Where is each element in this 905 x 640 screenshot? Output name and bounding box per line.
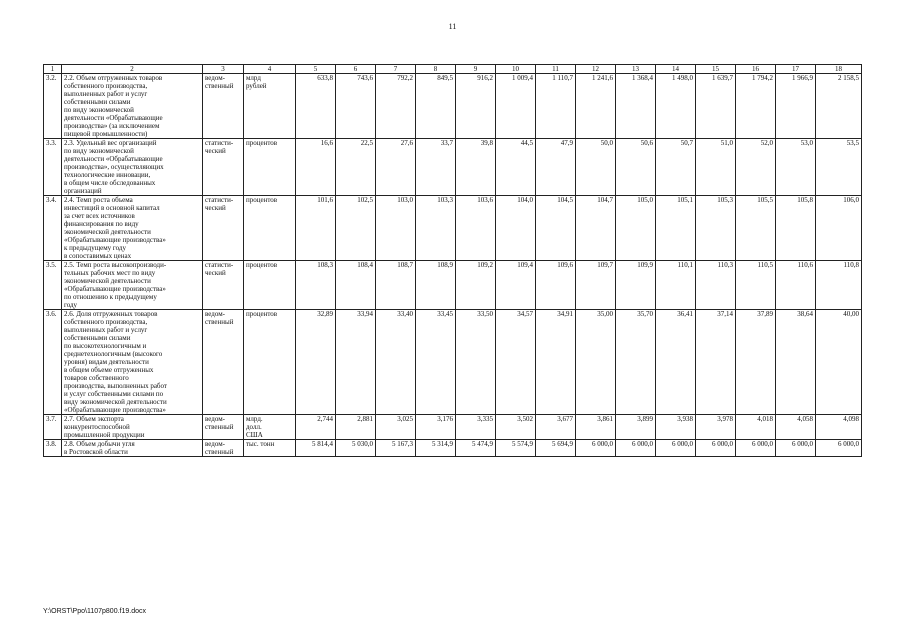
indicator-cell-line: конкурентоспособной xyxy=(64,423,130,431)
value-cell: 50,7 xyxy=(656,139,696,196)
value-cell: 2,881 xyxy=(336,415,376,440)
value-cell: 5 474,9 xyxy=(456,440,496,457)
indicator-cell-line: экономической деятельности xyxy=(64,277,151,285)
source-cell-line: ческий xyxy=(205,147,226,155)
table-row xyxy=(44,440,862,457)
source-cell-line: ческий xyxy=(205,269,226,277)
value-cell: 5 030,0 xyxy=(336,440,376,457)
source-cell xyxy=(203,261,244,310)
unit-cell xyxy=(244,310,296,415)
value-cell: 110,8 xyxy=(816,261,862,310)
value-cell: 6 000,0 xyxy=(696,440,736,457)
unit-cell-line: млрд xyxy=(246,74,261,82)
unit-cell-line: рублей xyxy=(246,82,267,90)
indicator-cell-line: экономической деятельности xyxy=(64,228,151,236)
value-cell: 6 000,0 xyxy=(816,440,862,457)
value-cell: 40,00 xyxy=(816,310,862,415)
value-cell: 37,89 xyxy=(736,310,776,415)
value-cell: 104,0 xyxy=(496,196,536,261)
indicator-cell-line: деятельности «Обрабатывающие xyxy=(64,155,163,163)
value-cell: 6 000,0 xyxy=(616,440,656,457)
source-cell-line: статисти- xyxy=(205,261,234,269)
value-cell: 1 966,9 xyxy=(776,74,816,139)
value-cell: 3,502 xyxy=(496,415,536,440)
column-number-cell: 7 xyxy=(376,65,416,74)
value-cell: 5 814,4 xyxy=(296,440,336,457)
source-cell-line: ческий xyxy=(205,204,226,212)
indicators-table xyxy=(43,64,862,457)
indicator-cell-line: промышленной продукции xyxy=(64,431,145,439)
indicator-cell-line: производства» (за исключением xyxy=(64,122,160,130)
source-cell-line: ственный xyxy=(205,423,234,431)
indicator-cell-line: в общем числе обследованных xyxy=(64,179,156,187)
unit-cell xyxy=(244,74,296,139)
column-number-cell: 11 xyxy=(536,65,576,74)
source-cell xyxy=(203,440,244,457)
row-number-cell: 3.3. xyxy=(44,139,62,196)
value-cell: 108,3 xyxy=(296,261,336,310)
indicator-cell-line: среднетехнологичным (высокого xyxy=(64,350,163,358)
value-cell: 32,89 xyxy=(296,310,336,415)
value-cell: 109,6 xyxy=(536,261,576,310)
indicator-cell-line: выполненных работ и услуг xyxy=(64,326,148,334)
file-path-footer: Y:\ORST\Ppo\1107p800.f19.docx xyxy=(43,608,146,615)
source-cell-line: статисти- xyxy=(205,139,234,147)
value-cell: 50,0 xyxy=(576,139,616,196)
indicator-cell-line: к предыдущему году xyxy=(64,244,126,252)
row-number-cell: 3.7. xyxy=(44,415,62,440)
indicator-cell-line: 2.7. Объем экспорта xyxy=(64,415,124,423)
table-row xyxy=(44,139,862,196)
value-cell: 4,018 xyxy=(736,415,776,440)
indicator-cell-line: товаров собственного xyxy=(64,374,129,382)
unit-cell xyxy=(244,415,296,440)
source-cell-line: ведом- xyxy=(205,74,225,82)
unit-cell-line: процентов xyxy=(246,196,278,204)
indicator-cell xyxy=(62,74,203,139)
column-number-cell: 17 xyxy=(776,65,816,74)
source-cell xyxy=(203,196,244,261)
indicator-cell xyxy=(62,261,203,310)
value-cell: 1 794,2 xyxy=(736,74,776,139)
indicator-cell-line: в Ростовской области xyxy=(64,448,128,456)
indicator-cell-line: в общем объеме отгруженных xyxy=(64,366,154,374)
value-cell: 102,5 xyxy=(336,196,376,261)
indicator-cell-line: в сопоставимых ценах xyxy=(64,252,132,260)
column-number-cell: 13 xyxy=(616,65,656,74)
row-number-cell: 3.4. xyxy=(44,196,62,261)
table-row xyxy=(44,415,862,440)
value-cell: 5 167,3 xyxy=(376,440,416,457)
indicator-cell xyxy=(62,440,203,457)
value-cell: 33,40 xyxy=(376,310,416,415)
source-cell xyxy=(203,415,244,440)
value-cell: 47,9 xyxy=(536,139,576,196)
value-cell: 105,1 xyxy=(656,196,696,261)
value-cell: 3,899 xyxy=(616,415,656,440)
value-cell: 5 314,9 xyxy=(416,440,456,457)
value-cell: 2,744 xyxy=(296,415,336,440)
value-cell: 3,861 xyxy=(576,415,616,440)
column-number-cell: 12 xyxy=(576,65,616,74)
value-cell: 103,0 xyxy=(376,196,416,261)
value-cell: 849,5 xyxy=(416,74,456,139)
indicator-cell-line: по высокотехнологичным и xyxy=(64,342,147,350)
value-cell: 51,0 xyxy=(696,139,736,196)
value-cell: 1 110,7 xyxy=(536,74,576,139)
unit-cell-line: млрд. xyxy=(246,415,263,423)
value-cell: 6 000,0 xyxy=(656,440,696,457)
value-cell: 33,50 xyxy=(456,310,496,415)
source-cell-line: ственный xyxy=(205,448,234,456)
value-cell: 53,5 xyxy=(816,139,862,196)
indicator-cell xyxy=(62,139,203,196)
column-number-cell: 5 xyxy=(296,65,336,74)
unit-cell-line: процентов xyxy=(246,139,278,147)
value-cell: 103,6 xyxy=(456,196,496,261)
unit-cell xyxy=(244,440,296,457)
value-cell: 104,5 xyxy=(536,196,576,261)
value-cell: 105,5 xyxy=(736,196,776,261)
table-row xyxy=(44,261,862,310)
value-cell: 103,3 xyxy=(416,196,456,261)
value-cell: 35,00 xyxy=(576,310,616,415)
value-cell: 743,6 xyxy=(336,74,376,139)
indicator-cell xyxy=(62,196,203,261)
indicator-cell-line: пищевой промышленности) xyxy=(64,130,148,138)
value-cell: 3,677 xyxy=(536,415,576,440)
value-cell: 3,938 xyxy=(656,415,696,440)
value-cell: 1 639,7 xyxy=(696,74,736,139)
value-cell: 110,3 xyxy=(696,261,736,310)
value-cell: 3,335 xyxy=(456,415,496,440)
source-cell xyxy=(203,74,244,139)
indicator-cell-line: по виду экономической xyxy=(64,106,134,114)
indicator-cell-line: финансирования по виду xyxy=(64,220,139,228)
indicator-cell-line: технологические инновации, xyxy=(64,171,151,179)
indicator-cell-line: по отношению к предыдущему xyxy=(64,293,157,301)
value-cell: 1 498,0 xyxy=(656,74,696,139)
column-number-cell: 15 xyxy=(696,65,736,74)
unit-cell xyxy=(244,196,296,261)
value-cell: 1 368,4 xyxy=(616,74,656,139)
row-number-cell: 3.8. xyxy=(44,440,62,457)
value-cell: 109,9 xyxy=(616,261,656,310)
indicator-cell-line: производства, выполненных работ xyxy=(64,382,167,390)
value-cell: 110,6 xyxy=(776,261,816,310)
indicator-cell xyxy=(62,415,203,440)
indicator-cell-line: по виду экономической xyxy=(64,147,134,155)
unit-cell-line: США xyxy=(246,431,263,439)
value-cell: 37,14 xyxy=(696,310,736,415)
value-cell: 6 000,0 xyxy=(776,440,816,457)
value-cell: 101,6 xyxy=(296,196,336,261)
column-number-cell: 18 xyxy=(816,65,862,74)
value-cell: 33,7 xyxy=(416,139,456,196)
value-cell: 108,9 xyxy=(416,261,456,310)
indicator-cell-line: и услуг собственными силами по xyxy=(64,390,164,398)
value-cell: 27,6 xyxy=(376,139,416,196)
indicator-cell-line: «Обрабатывающие производства» xyxy=(64,406,166,414)
indicator-cell-line: инвестиций в основной капитал xyxy=(64,204,160,212)
value-cell: 2 158,5 xyxy=(816,74,862,139)
unit-cell xyxy=(244,261,296,310)
unit-cell-line: тыс. тонн xyxy=(246,440,275,448)
value-cell: 33,45 xyxy=(416,310,456,415)
value-cell: 22,5 xyxy=(336,139,376,196)
indicator-cell-line: 2.4. Темп роста объема xyxy=(64,196,133,204)
indicator-cell-line: виду экономической деятельности xyxy=(64,398,167,406)
value-cell: 3,176 xyxy=(416,415,456,440)
indicator-cell-line: собственного производства, xyxy=(64,82,148,90)
unit-cell-line: процентов xyxy=(246,261,278,269)
value-cell: 3,025 xyxy=(376,415,416,440)
table-row xyxy=(44,196,862,261)
unit-cell-line: долл. xyxy=(246,423,262,431)
value-cell: 108,4 xyxy=(336,261,376,310)
source-cell xyxy=(203,310,244,415)
indicator-cell xyxy=(62,310,203,415)
value-cell: 1 241,6 xyxy=(576,74,616,139)
indicator-cell-line: 2.3. Удельный вес организаций xyxy=(64,139,157,147)
value-cell: 50,6 xyxy=(616,139,656,196)
value-cell: 34,91 xyxy=(536,310,576,415)
column-number-cell: 4 xyxy=(244,65,296,74)
value-cell: 33,94 xyxy=(336,310,376,415)
value-cell: 109,4 xyxy=(496,261,536,310)
column-number-cell: 6 xyxy=(336,65,376,74)
value-cell: 1 009,4 xyxy=(496,74,536,139)
value-cell: 35,70 xyxy=(616,310,656,415)
indicator-cell-line: 2.8. Объем добычи угля xyxy=(64,440,135,448)
value-cell: 53,0 xyxy=(776,139,816,196)
page-number: 11 xyxy=(448,22,457,31)
value-cell: 34,57 xyxy=(496,310,536,415)
value-cell: 39,8 xyxy=(456,139,496,196)
indicator-cell-line: производства», осуществляющих xyxy=(64,163,164,171)
indicator-cell-line: 2.5. Темп роста высокопроизводи- xyxy=(64,261,167,269)
source-cell-line: ственный xyxy=(205,318,234,326)
value-cell: 44,5 xyxy=(496,139,536,196)
column-number-cell: 9 xyxy=(456,65,496,74)
value-cell: 108,7 xyxy=(376,261,416,310)
value-cell: 5 694,9 xyxy=(536,440,576,457)
indicator-cell-line: уровня) видам деятельности xyxy=(64,358,149,366)
indicator-cell-line: организаций xyxy=(64,187,102,195)
indicator-cell-line: тельных рабочих мест по виду xyxy=(64,269,156,277)
column-number-cell: 8 xyxy=(416,65,456,74)
value-cell: 105,0 xyxy=(616,196,656,261)
source-cell-line: ведом- xyxy=(205,310,225,318)
value-cell: 3,978 xyxy=(696,415,736,440)
source-cell-line: статисти- xyxy=(205,196,234,204)
indicator-cell-line: «Обрабатывающие производства» xyxy=(64,285,166,293)
unit-cell xyxy=(244,139,296,196)
value-cell: 792,2 xyxy=(376,74,416,139)
source-cell-line: ведом- xyxy=(205,415,225,423)
value-cell: 5 574,9 xyxy=(496,440,536,457)
column-number-cell: 10 xyxy=(496,65,536,74)
indicator-cell-line: 2.6. Доля отгруженных товаров xyxy=(64,310,158,318)
indicator-cell-line: собственного производства, xyxy=(64,318,148,326)
value-cell: 106,0 xyxy=(816,196,862,261)
value-cell: 109,2 xyxy=(456,261,496,310)
indicator-cell-line: году xyxy=(64,301,78,309)
value-cell: 36,41 xyxy=(656,310,696,415)
value-cell: 105,8 xyxy=(776,196,816,261)
column-number-header-row xyxy=(44,65,862,74)
column-number-cell: 2 xyxy=(62,65,203,74)
source-cell-line: ведом- xyxy=(205,440,225,448)
value-cell: 104,7 xyxy=(576,196,616,261)
value-cell: 16,6 xyxy=(296,139,336,196)
column-number-cell: 14 xyxy=(656,65,696,74)
indicator-cell-line: деятельности «Обрабатывающие xyxy=(64,114,163,122)
value-cell: 110,5 xyxy=(736,261,776,310)
indicator-cell-line: «Обрабатывающие производства» xyxy=(64,236,166,244)
value-cell: 109,7 xyxy=(576,261,616,310)
value-cell: 4,058 xyxy=(776,415,816,440)
table-row xyxy=(44,310,862,415)
column-number-cell: 16 xyxy=(736,65,776,74)
value-cell: 110,1 xyxy=(656,261,696,310)
value-cell: 916,2 xyxy=(456,74,496,139)
table-row xyxy=(44,74,862,139)
value-cell: 4,098 xyxy=(816,415,862,440)
indicator-cell-line: выполненных работ и услуг xyxy=(64,90,148,98)
column-number-cell: 3 xyxy=(203,65,244,74)
unit-cell-line: процентов xyxy=(246,310,278,318)
column-number-cell: 1 xyxy=(44,65,62,74)
value-cell: 105,3 xyxy=(696,196,736,261)
row-number-cell: 3.6. xyxy=(44,310,62,415)
indicator-cell-line: собственными силами xyxy=(64,334,131,342)
value-cell: 6 000,0 xyxy=(736,440,776,457)
value-cell: 38,64 xyxy=(776,310,816,415)
indicator-cell-line: 2.2. Объем отгруженных товаров xyxy=(64,74,163,82)
indicator-cell-line: собственными силами xyxy=(64,98,131,106)
row-number-cell: 3.5. xyxy=(44,261,62,310)
row-number-cell: 3.2. xyxy=(44,74,62,139)
source-cell-line: ственный xyxy=(205,82,234,90)
value-cell: 52,0 xyxy=(736,139,776,196)
indicator-cell-line: за счет всех источников xyxy=(64,212,135,220)
value-cell: 633,8 xyxy=(296,74,336,139)
source-cell xyxy=(203,139,244,196)
value-cell: 6 000,0 xyxy=(576,440,616,457)
